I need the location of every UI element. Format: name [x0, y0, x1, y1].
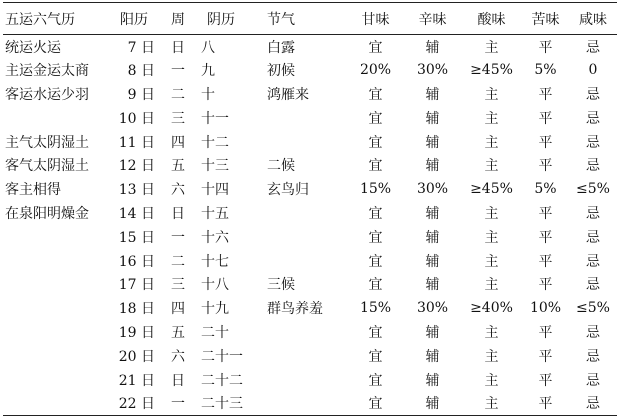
cell-bitter: 5%: [534, 181, 557, 198]
cell-pungent: 辅: [425, 229, 440, 246]
cell-pungent: 辅: [425, 205, 440, 222]
cell-pungent: 辅: [425, 253, 440, 270]
cell-salty: 忌: [586, 158, 600, 175]
cell-pungent: 辅: [425, 158, 440, 175]
cell-weekday: 日: [171, 205, 185, 222]
cell-sweet: 宜: [368, 348, 383, 365]
cell-wuyun: [3, 249, 107, 273]
cell-bitter: 5%: [534, 62, 557, 79]
cell-bitter: 平: [538, 158, 553, 175]
cell-lunar-date: 十一: [201, 110, 229, 127]
cell-sour: ≥45%: [470, 181, 513, 198]
table-row: [3, 249, 617, 273]
cell-sweet: 宜: [368, 277, 383, 294]
table-row: [3, 201, 617, 225]
cell-weekday: 六: [171, 348, 185, 365]
cell-weekday: 四: [171, 134, 185, 151]
cell-solar-term: [261, 391, 347, 415]
cell-solar-date: 19 日: [118, 324, 155, 341]
cell-weekday: 三: [171, 110, 185, 127]
cell-bitter: 10%: [529, 300, 562, 317]
header-row: [3, 3, 617, 35]
table-row: [3, 106, 617, 130]
cell-sweet: 宜: [368, 396, 383, 413]
cell-weekday: 一: [171, 63, 185, 80]
cell-weekday: 一: [171, 229, 185, 246]
cell-sour: 主: [484, 396, 499, 413]
table-header: [3, 3, 617, 35]
cell-sour: 主: [484, 229, 499, 246]
cell-weekday: 五: [171, 324, 185, 341]
cell-sour: 主: [484, 372, 499, 389]
header-solar-term: 节气: [267, 11, 295, 28]
cell-lunar-date: 二十: [201, 324, 229, 341]
cell-solar-term: 鸿雁来: [267, 86, 309, 103]
header-lunar-date: 阴历: [207, 11, 235, 28]
table-row: [3, 225, 617, 249]
cell-sour: 主: [484, 39, 499, 56]
header-pungent: 辛味: [418, 11, 447, 28]
cell-lunar-date: 十: [201, 86, 215, 103]
cell-solar-date: 20 日: [118, 348, 155, 365]
cell-solar-date: 15 日: [118, 229, 155, 246]
table-row: [3, 58, 617, 82]
cell-solar-date: 8 日: [127, 63, 155, 80]
table-row: [3, 82, 617, 106]
cell-solar-date: 7 日: [127, 39, 155, 56]
header-salty: 咸味: [579, 11, 607, 28]
cell-sweet: 宜: [368, 86, 383, 103]
cell-solar-date: 16 日: [118, 253, 155, 270]
cell-salty: 忌: [586, 229, 600, 246]
table-row: [3, 344, 617, 368]
cell-lunar-date: 二十一: [201, 348, 243, 365]
table-row: [3, 153, 617, 177]
cell-lunar-date: 十八: [201, 277, 229, 294]
cell-sweet: 15%: [359, 181, 392, 198]
cell-salty: 0: [588, 62, 598, 79]
cell-pungent: 辅: [425, 277, 440, 294]
cell-sweet: 宜: [368, 134, 383, 151]
cell-wuyun: 在泉阳明燥金: [5, 205, 89, 222]
cell-weekday: 六: [171, 182, 185, 199]
cell-sour: 主: [484, 253, 499, 270]
cell-sour: 主: [484, 158, 499, 175]
cell-solar-term: [261, 344, 347, 368]
table-row: [3, 35, 617, 59]
cell-weekday: 三: [171, 277, 185, 294]
cell-bitter: 平: [538, 110, 553, 127]
cell-wuyun: 客气太阴湿土: [5, 158, 89, 175]
cell-solar-date: 17 日: [118, 277, 155, 294]
cell-solar-term: 二候: [267, 158, 295, 175]
cell-wuyun: 客运水运少羽: [5, 86, 89, 103]
table-row: [3, 177, 617, 201]
cell-solar-date: 21 日: [118, 372, 155, 389]
cell-bitter: 平: [538, 205, 553, 222]
cell-sour: 主: [484, 134, 499, 151]
calendar-table: [3, 2, 617, 416]
cell-bitter: 平: [538, 324, 553, 341]
cell-solar-date: 14 日: [118, 205, 155, 222]
cell-salty: 忌: [586, 86, 600, 103]
header-sour: 酸味: [477, 11, 506, 28]
cell-lunar-date: 十二: [201, 134, 229, 151]
cell-pungent: 辅: [425, 110, 440, 127]
cell-bitter: 平: [538, 277, 553, 294]
cell-salty: 忌: [586, 205, 600, 222]
cell-pungent: 辅: [425, 39, 440, 56]
cell-sweet: 宜: [368, 324, 383, 341]
cell-sour: ≥40%: [470, 300, 513, 317]
cell-wuyun: [3, 106, 107, 130]
cell-bitter: 平: [538, 372, 553, 389]
cell-salty: 忌: [586, 372, 600, 389]
cell-solar-term: [261, 368, 347, 392]
cell-solar-term: [261, 320, 347, 344]
cell-salty: 忌: [586, 348, 600, 365]
cell-weekday: 日: [171, 39, 185, 56]
cell-bitter: 平: [538, 396, 553, 413]
cell-salty: 忌: [586, 277, 600, 294]
cell-wuyun: 主气太阴湿土: [5, 134, 89, 151]
cell-salty: 忌: [586, 39, 600, 56]
cell-wuyun: [3, 272, 107, 296]
cell-salty: 忌: [586, 396, 600, 413]
cell-wuyun: [3, 296, 107, 320]
cell-solar-date: 18 日: [118, 301, 155, 318]
cell-sour: 主: [484, 110, 499, 127]
cell-wuyun: [3, 368, 107, 392]
cell-weekday: 五: [171, 158, 185, 175]
cell-bitter: 平: [538, 253, 553, 270]
cell-salty: ≤5%: [576, 181, 610, 198]
cell-solar-term: 三候: [267, 277, 295, 294]
cell-pungent: 辅: [425, 372, 440, 389]
cell-pungent: 辅: [425, 348, 440, 365]
cell-salty: 忌: [586, 253, 600, 270]
cell-sweet: 15%: [359, 300, 392, 317]
cell-solar-term: [261, 249, 347, 273]
cell-wuyun: 客主相得: [5, 182, 61, 199]
table-row: [3, 320, 617, 344]
cell-solar-term: [261, 130, 347, 154]
cell-wuyun: 主运金运太商: [5, 63, 89, 80]
cell-pungent: 辅: [425, 396, 440, 413]
header-weekday: 周: [171, 11, 185, 28]
cell-sweet: 宜: [368, 372, 383, 389]
cell-weekday: 二: [171, 253, 185, 270]
cell-lunar-date: 九: [201, 63, 215, 80]
cell-lunar-date: 八: [201, 39, 215, 56]
cell-bitter: 平: [538, 86, 553, 103]
cell-sour: 主: [484, 348, 499, 365]
cell-bitter: 平: [538, 229, 553, 246]
table-row: [3, 272, 617, 296]
cell-solar-term: [261, 225, 347, 249]
cell-sweet: 宜: [368, 229, 383, 246]
cell-solar-term: 群鸟养羞: [267, 301, 323, 318]
cell-sour: 主: [484, 205, 499, 222]
header-sweet: 甘味: [361, 11, 390, 28]
table-row: [3, 391, 617, 415]
cell-lunar-date: 十七: [201, 253, 229, 270]
cell-lunar-date: 十四: [201, 182, 229, 199]
table-body: [3, 35, 617, 416]
cell-weekday: 一: [171, 396, 185, 413]
cell-solar-term: 白露: [267, 39, 295, 56]
cell-sweet: 宜: [368, 253, 383, 270]
cell-lunar-date: 十三: [201, 158, 229, 175]
cell-wuyun: [3, 391, 107, 415]
cell-lunar-date: 十九: [201, 301, 229, 318]
cell-sweet: 宜: [368, 158, 383, 175]
cell-solar-term: 玄鸟归: [267, 182, 309, 199]
cell-sweet: 20%: [359, 62, 392, 79]
cell-wuyun: [3, 225, 107, 249]
cell-solar-term: [261, 106, 347, 130]
table-row: [3, 296, 617, 320]
cell-lunar-date: 二十二: [201, 372, 243, 389]
cell-pungent: 30%: [416, 181, 449, 198]
cell-sour: 主: [484, 86, 499, 103]
cell-solar-date: 9 日: [127, 86, 155, 103]
cell-salty: 忌: [586, 324, 600, 341]
cell-wuyun: 统运火运: [5, 39, 61, 56]
cell-bitter: 平: [538, 134, 553, 151]
table-row: [3, 130, 617, 154]
cell-solar-term: [261, 201, 347, 225]
header-bitter: 苦味: [531, 11, 560, 28]
table-row: [3, 368, 617, 392]
cell-solar-term: 初候: [267, 63, 295, 80]
cell-solar-date: 22 日: [118, 396, 155, 413]
cell-solar-date: 10 日: [118, 110, 155, 127]
cell-lunar-date: 十五: [201, 205, 229, 222]
cell-lunar-date: 二十三: [201, 396, 243, 413]
cell-weekday: 四: [171, 301, 185, 318]
cell-pungent: 30%: [416, 62, 449, 79]
cell-bitter: 平: [538, 39, 553, 56]
cell-wuyun: [3, 320, 107, 344]
cell-sweet: 宜: [368, 205, 383, 222]
cell-sour: 主: [484, 277, 499, 294]
cell-pungent: 辅: [425, 134, 440, 151]
cell-solar-date: 12 日: [118, 158, 155, 175]
cell-solar-date: 11 日: [118, 134, 155, 151]
cell-solar-date: 13 日: [118, 182, 155, 199]
cell-sweet: 宜: [368, 110, 383, 127]
cell-lunar-date: 十六: [201, 229, 229, 246]
cell-pungent: 辅: [425, 86, 440, 103]
cell-salty: 忌: [586, 110, 600, 127]
cell-pungent: 30%: [416, 300, 449, 317]
cell-bitter: 平: [538, 348, 553, 365]
cell-salty: 忌: [586, 134, 600, 151]
header-wuyun: 五运六气历: [5, 11, 75, 28]
cell-weekday: 日: [171, 372, 185, 389]
cell-sour: 主: [484, 324, 499, 341]
cell-sour: ≥45%: [470, 62, 513, 79]
cell-pungent: 辅: [425, 324, 440, 341]
cell-weekday: 二: [171, 86, 185, 103]
cell-sweet: 宜: [368, 39, 383, 56]
header-solar-date: 阳历: [120, 11, 148, 28]
cell-salty: ≤5%: [576, 300, 610, 317]
cell-wuyun: [3, 344, 107, 368]
